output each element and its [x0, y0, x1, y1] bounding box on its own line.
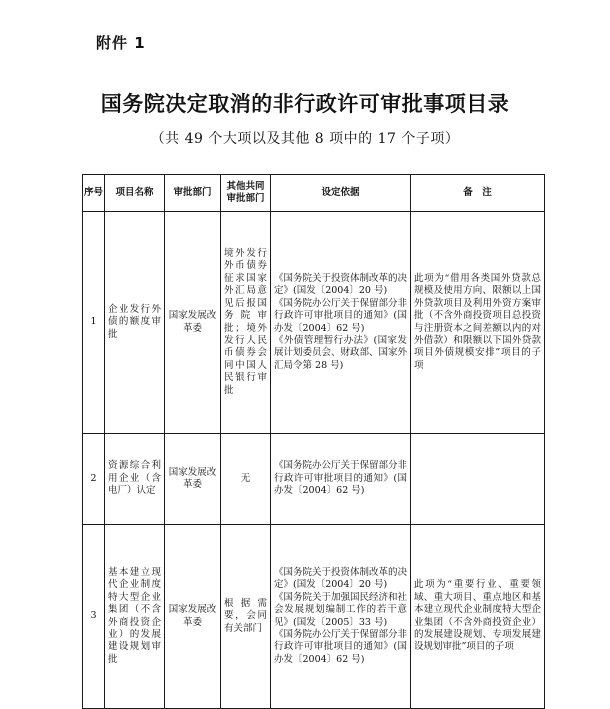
cell-basis: 《国务院关于投资体制改革的决定》(国发〔2004〕20 号) 《国务院办公厅关于保留部分非行政许可审批项目的通知》(国办发〔2004〕62 号) 《外债管理暂行办法》(国家发展计划委员会、财政部、国家外汇局令第 28 号) [271, 212, 411, 434]
cell-no: 3 [83, 525, 105, 709]
document-subtitle: （共 49 个大项以及其他 8 项中的 17 个子项） [150, 131, 460, 147]
cell-co-dept: 根据需要，会同有关部门 [221, 525, 271, 709]
cell-dept: 国家发展改革委 [165, 434, 221, 525]
document-title: 国务院决定取消的非行政许可审批事项目录 [100, 92, 510, 116]
cell-note [411, 434, 545, 525]
cell-no: 2 [83, 434, 105, 525]
items-table [82, 174, 545, 709]
cell-no: 1 [83, 212, 105, 434]
cell-co-dept: 无 [221, 434, 271, 525]
header-co-dept: 其他共同审批部门 [221, 175, 271, 212]
header-name: 项目名称 [105, 175, 165, 212]
cell-name: 企业发行外债的额度审批 [105, 212, 165, 434]
cell-dept: 国家发展改革委 [165, 525, 221, 709]
header-dept: 审批部门 [165, 175, 221, 212]
cell-dept: 国家发展改革委 [165, 212, 221, 434]
cell-name: 资源综合利用企业（含电厂）认定 [105, 434, 165, 525]
header-basis: 设定依据 [271, 175, 411, 212]
cell-basis: 《国务院关于投资体制改革的决定》(国发〔2004〕20 号) 《国务院关于加强国民经济和社会发展规划编制工作的若干意见》(国发〔2005〕33 号) 《国务院办公厅关于保留部分非行政许可审批项目的通知》(国办发〔2004〕62 号) [271, 525, 411, 709]
cell-name: 基本建立现代企业制度特大型企业集团（不含外商投资企业）的发展建设规划审批 [105, 525, 165, 709]
table-header-row [83, 175, 545, 212]
table-row [83, 525, 545, 709]
table-row [83, 212, 545, 434]
header-note: 备 注 [411, 175, 545, 212]
cell-note: 此项为“借用各类国外贷款总规模及使用方向、限额以上国外贷款项目及利用外资方案审批（不含外商投资项目总投资与注册资本之间差额以内的对外借款）和限额以下国外贷款项目外债规模安排”项目的子项 [411, 212, 545, 434]
table-row [83, 434, 545, 525]
cell-co-dept: 境外发行外币债券征求国家外汇局意见后报国务院审批；境外发行人民币债券会同中国人民银行审批 [221, 212, 271, 434]
header-no: 序号 [83, 175, 105, 212]
annex-label: 附件 1 [96, 34, 146, 52]
cell-note: 此项为“重要行业、重要领域、重大项目、重点地区和基本建立现代企业制度特大型企业集团（不含外商投资企业）的发展建设规划、专项发展建设规划审批”项目的子项 [411, 525, 545, 709]
cell-basis: 《国务院办公厅关于保留部分非行政许可审批项目的通知》(国办发〔2004〕62 号) [271, 434, 411, 525]
